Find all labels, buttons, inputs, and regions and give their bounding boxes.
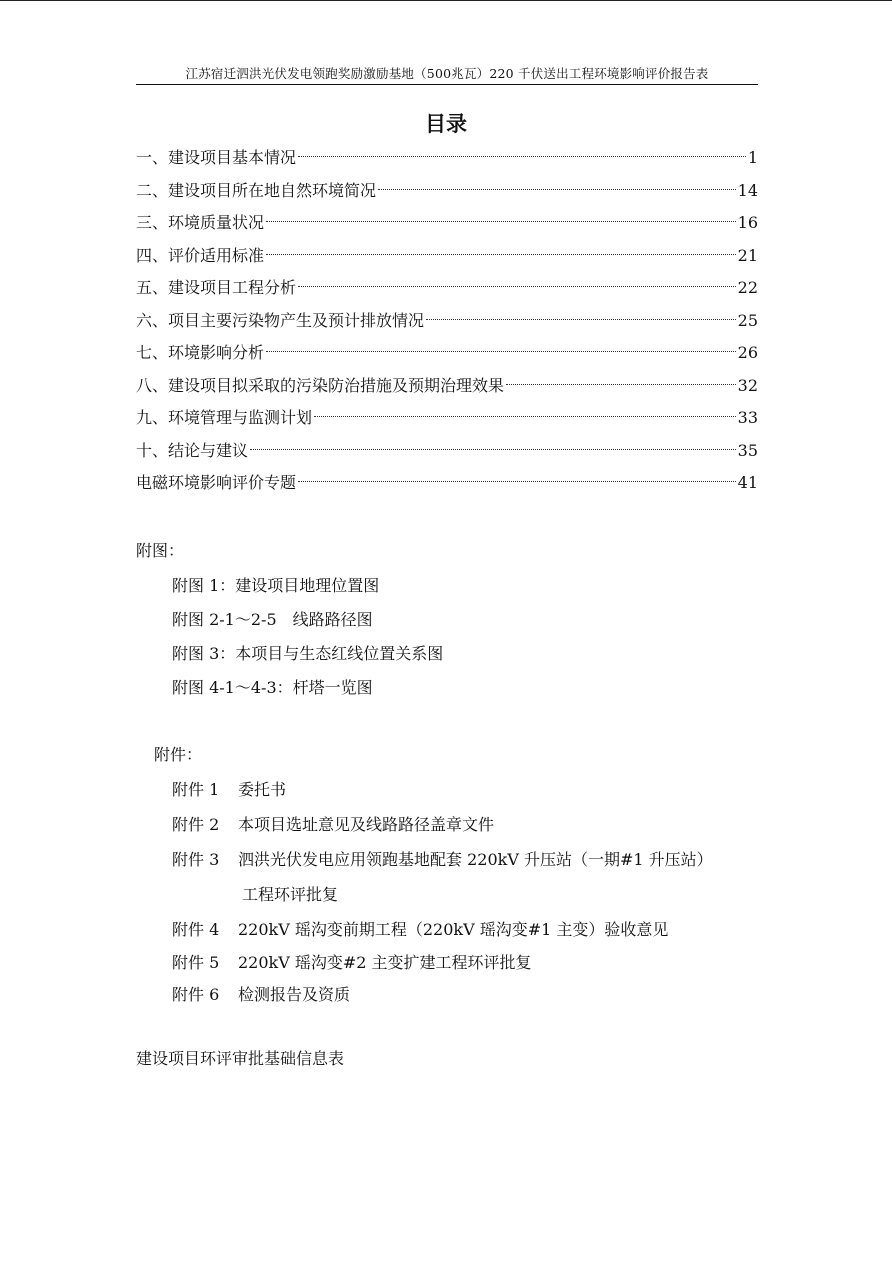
toc-dot-leader — [426, 319, 736, 320]
attachment-text: 本项目选址意见及线路路径盖章文件 — [238, 815, 495, 834]
toc-entry[interactable] — [136, 435, 758, 468]
attachment-text: 泗洪光伏发电应用领跑基地配套 220kV 升压站（一期#1 升压站） — [238, 850, 713, 869]
figure-list-item: 附图 4-1～4-3：杆塔一览图 — [172, 678, 373, 697]
toc-entry-page: 22 — [737, 278, 758, 297]
toc-entry-label: 六、项目主要污染物产生及预计排放情况 — [136, 310, 425, 330]
attachment-list-item — [172, 850, 713, 870]
toc-entry[interactable] — [136, 207, 758, 240]
figure-list-item: 附图 3：本项目与生态红线位置关系图 — [172, 644, 444, 663]
attachment-list-item — [172, 985, 350, 1005]
toc-dot-leader — [506, 384, 736, 385]
attachment-number: 附件 1 — [172, 780, 220, 799]
toc-entry-label: 三、环境质量状况 — [136, 213, 265, 232]
toc-entry[interactable] — [136, 467, 758, 500]
toc-entry-page: 21 — [737, 245, 758, 265]
attachment-text: 220kV 瑶沟变#2 主变扩建工程环评批复 — [238, 953, 532, 972]
toc-entry-label: 十、结论与建议 — [136, 440, 249, 460]
toc-entry-label: 五、建设项目工程分析 — [136, 278, 297, 297]
attachment-text: 检测报告及资质 — [238, 985, 351, 1004]
toc-dot-leader — [314, 416, 736, 417]
toc-entry-label: 一、建设项目基本情况 — [136, 148, 297, 167]
toc-entry[interactable] — [136, 175, 758, 208]
toc-entry-page: 26 — [737, 343, 758, 362]
toc-entry-page: 16 — [737, 213, 758, 232]
attachment-number: 附件 6 — [172, 985, 220, 1004]
toc-dot-leader — [266, 254, 736, 255]
toc-entry-page: 33 — [737, 408, 758, 427]
toc-entry-label: 七、环境影响分析 — [136, 343, 265, 362]
attachment-number: 附件 3 — [172, 850, 220, 869]
toc-entry-page: 41 — [737, 473, 758, 492]
toc-dot-leader — [250, 449, 736, 450]
toc-entry[interactable] — [136, 272, 758, 305]
attachment-text: 220kV 瑶沟变前期工程（220kV 瑶沟变#1 主变）验收意见 — [238, 920, 669, 939]
toc-dot-leader — [378, 189, 736, 190]
figure-list-item: 附图 1：建设项目地理位置图 — [172, 576, 380, 595]
attachment-list-item — [172, 953, 532, 973]
attachment-list-item-continuation — [242, 885, 338, 905]
toc-entry-label: 九、环境管理与监测计划 — [136, 408, 313, 427]
toc-dot-leader — [266, 351, 736, 352]
toc-entry-label: 二、建设项目所在地自然环境简况 — [136, 180, 377, 200]
attachment-number: 附件 2 — [172, 815, 220, 834]
toc-dot-leader — [266, 221, 736, 222]
toc-entry-page: 32 — [737, 375, 758, 395]
table-of-contents — [136, 142, 758, 500]
toc-entry-label: 八、建设项目拟采取的污染防治措施及预期治理效果 — [136, 375, 505, 395]
attachment-list-item — [172, 780, 286, 800]
toc-entry[interactable] — [136, 402, 758, 435]
toc-title: 目录 — [425, 111, 467, 136]
toc-entry[interactable] — [136, 240, 758, 273]
info-table-title: 建设项目环评审批基础信息表 — [136, 1049, 345, 1068]
toc-entry-page: 1 — [747, 148, 758, 167]
attachments-heading: 附件： — [154, 745, 203, 764]
header-divider — [136, 84, 758, 85]
toc-dot-leader — [298, 481, 736, 482]
toc-entry-page: 25 — [737, 310, 758, 330]
attachment-text: 工程环评批复 — [242, 885, 339, 904]
toc-dot-leader — [298, 286, 736, 287]
running-header: 江苏宿迁泗洪光伏发电领跑奖励激励基地（500兆瓦）220 千伏送出工程环境影响评价报告表 — [185, 66, 709, 81]
attachment-list-item — [172, 920, 668, 940]
attachment-number: 附件 4 — [172, 920, 220, 939]
toc-entry-label: 电磁环境影响评价专题 — [136, 473, 297, 492]
toc-dot-leader — [298, 156, 746, 157]
figures-heading: 附图： — [136, 541, 185, 560]
top-border-line — [0, 0, 892, 1]
toc-entry[interactable] — [136, 305, 758, 338]
figure-list-item: 附图 2-1～2-5 线路路径图 — [172, 610, 373, 629]
toc-entry-label: 四、评价适用标准 — [136, 245, 265, 265]
toc-entry-page: 14 — [737, 180, 758, 200]
attachment-text: 委托书 — [238, 780, 287, 799]
attachment-list-item — [172, 815, 494, 835]
toc-entry-page: 35 — [737, 440, 758, 460]
toc-entry[interactable] — [136, 370, 758, 403]
toc-entry[interactable] — [136, 142, 758, 175]
attachment-number: 附件 5 — [172, 953, 220, 972]
toc-entry[interactable] — [136, 337, 758, 370]
